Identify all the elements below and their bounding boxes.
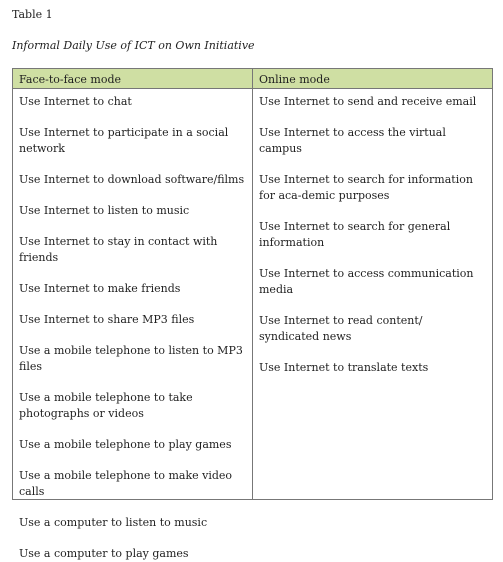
online-cell: Use Internet to access communication media: [259, 267, 474, 296]
face-to-face-cell: Use Internet to stay in contact with friends: [19, 235, 218, 264]
header-face-to-face: Face-to-face mode: [13, 69, 253, 88]
face-to-face-cell: Use Internet to listen to music: [19, 204, 190, 217]
face-to-face-cell: Use a mobile telephone to take photographs or videos: [19, 391, 193, 420]
face-to-face-cell: Use a mobile telephone to make video calls: [19, 469, 233, 498]
face-to-face-cell: Use a computer to play games: [19, 547, 189, 560]
table-header-row: [13, 69, 492, 89]
online-column: [253, 89, 492, 500]
face-to-face-cell: Use Internet to participate in a social network: [19, 126, 229, 155]
table-body: [13, 89, 492, 560]
face-to-face-cell: Use Internet to download software/films: [19, 173, 245, 186]
online-cell: Use Internet to translate texts: [259, 361, 429, 374]
face-to-face-column: [13, 89, 253, 560]
table-title: Informal Daily Use of ICT on Own Initiative: [12, 39, 255, 52]
face-to-face-cell: Use a mobile telephone to play games: [19, 438, 232, 451]
table-label: Table 1: [12, 8, 53, 21]
face-to-face-cell: Use Internet to make friends: [19, 282, 181, 295]
online-cell: Use Internet to send and receive email: [259, 95, 477, 108]
face-to-face-cell: Use Internet to chat: [19, 95, 132, 108]
online-cell: Use Internet to read content/ syndicated news: [259, 314, 423, 343]
ict-use-table: [12, 68, 493, 560]
header-online: Online mode: [259, 73, 330, 86]
online-cell: Use Internet to access the virtual campus: [259, 126, 446, 155]
face-to-face-cell: Use a mobile telephone to listen to MP3 files: [19, 344, 243, 373]
online-cell: Use Internet to search for general information: [259, 220, 451, 249]
face-to-face-cell: Use Internet to share MP3 files: [19, 313, 195, 326]
face-to-face-cell: Use a computer to listen to music: [19, 516, 208, 529]
online-cell: Use Internet to search for information for aca-demic purposes: [259, 173, 473, 202]
